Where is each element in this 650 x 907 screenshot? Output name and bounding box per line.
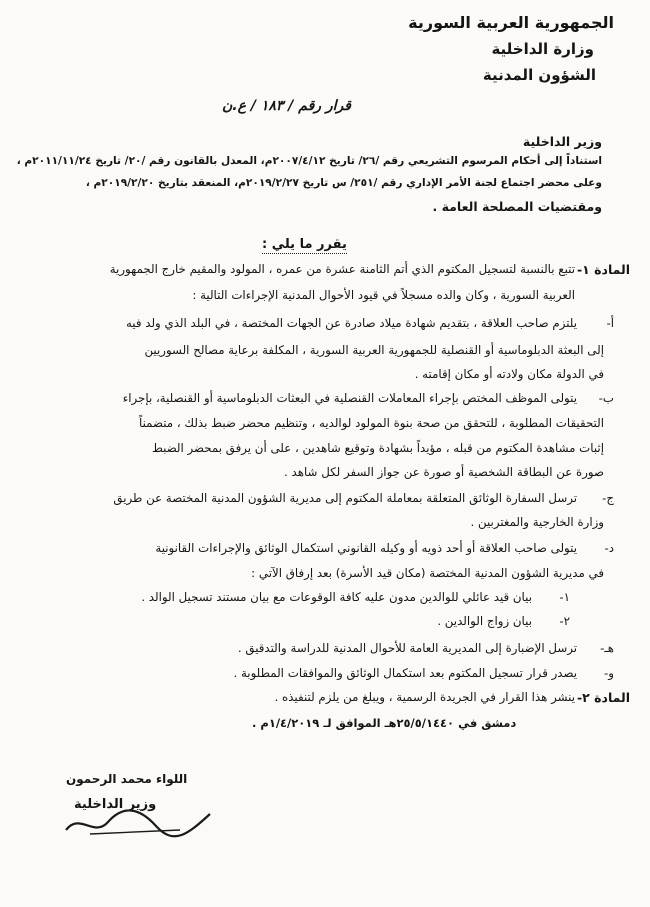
signature-name: اللواء محمد الرحمون <box>66 772 188 786</box>
item-d-sub-2: بيان زواج الوالدين . <box>437 614 532 628</box>
header-civil-affairs: الشؤون المدنية <box>482 66 596 84</box>
item-b-line-3: إثبات مشاهدة المكتوم من قبله ، مؤيداً بشهادة وتوقيع شاهدين ، على أن يرفق بمحضر الضبط <box>151 441 604 455</box>
decides-heading <box>262 237 347 252</box>
minister-heading: وزير الداخلية <box>522 134 602 149</box>
item-a-line-1: يلتزم صاحب العلاقة ، بتقديم شهادة ميلاد صادرة عن الجهات المختصة ، في البلد الذي ولد فيه <box>125 316 577 330</box>
item-h-label: هـ- <box>600 641 614 655</box>
item-c-line-2: وزارة الخارجية والمغتربين . <box>470 515 604 529</box>
item-c-label: ج- <box>602 491 614 505</box>
article-1-label: المادة ١- <box>576 262 630 277</box>
header-republic: الجمهورية العربية السورية <box>408 13 614 32</box>
item-b-line-4: صورة عن البطاقة الشخصية أو صورة عن جواز السفر لكل شاهد . <box>284 465 604 479</box>
article-1-line-2: العربية السورية ، وكان والده مسجلاً في قيود الأحوال المدنية الإجراءات التالية : <box>192 288 575 302</box>
item-b-line-1: يتولى الموظف المختص بإجراء المعاملات القنصلية في البعثات الدبلوماسية أو القنصلية، بإجراء <box>122 391 577 405</box>
item-b-line-2: التحقيقات المطلوبة ، للتحقق من صحة بنوة المولود لوالديه ، وتنظيم محضر ضبط بذلك ، متضمناً <box>138 416 604 430</box>
decision-title: قرار رقم / ١٨٣ / ع.ن <box>222 98 351 114</box>
decides-text: يقرر ما يلي : <box>262 237 347 252</box>
item-a-line-3: في الدولة مكان ولادته أو مكان إقامته . <box>414 367 604 381</box>
item-a-line-2: إلى البعثة الدبلوماسية أو القنصلية للجمهورية العربية السورية ، المكلفة برعاية مصالح السوريين <box>144 343 604 357</box>
signature-title: وزير الداخلية <box>74 797 157 812</box>
item-d-line-1: يتولى صاحب العلاقة أو أحد ذويه أو وكيله القانوني استكمال الوثائق والإجراءات القانونية <box>155 541 577 555</box>
item-d-sub-1-label: ١- <box>559 590 570 604</box>
header-ministry: وزارة الداخلية <box>491 40 594 58</box>
item-a-label: أ- <box>606 316 614 330</box>
item-w-text: يصدر قرار تسجيل المكتوم بعد استكمال الوثائق والموافقات المطلوبة . <box>233 666 577 680</box>
item-d-sub-1: بيان قيد عائلي للوالدين مدون عليه كافة الوقوعات مع بيان مستند تسجيل الوالد . <box>141 590 532 604</box>
item-d-line-2: في مديرية الشؤون المدنية المختصة (مكان قيد الأسرة) بعد إرفاق الآتي : <box>251 566 604 580</box>
item-b-label: ب- <box>598 391 614 405</box>
handwritten-signature <box>60 800 220 842</box>
preamble-line-3: ومقتضيات المصلحة العامة . <box>432 199 602 214</box>
article-2-label: المادة ٢- <box>576 690 630 705</box>
decree-date: دمشق في ٢٥/٥/١٤٤٠هـ الموافق لـ ١/٤/٢٠١٩م . <box>252 716 517 730</box>
item-d-sub-2-label: ٢- <box>559 614 570 628</box>
item-c-line-1: ترسل السفارة الوثائق المتعلقة بمعاملة المكتوم إلى مديرية الشؤون المدنية المختصة عن طريق <box>113 491 577 505</box>
item-d-label: د- <box>604 541 614 555</box>
item-h-text: ترسل الإضبارة إلى المديرية العامة للأحوال المدنية للدراسة والتدقيق . <box>237 641 577 655</box>
preamble-line-1: استناداً إلى أحكام المرسوم التشريعي رقم /٢٦/ تاريخ ٢٠٠٧/٤/١٢م، المعدل بالقانون رقم /٢٠/ تاريخ ٢٠١١/١١/٢٤م ، <box>16 155 602 167</box>
item-w-label: و- <box>604 666 614 680</box>
article-2-text: ينشر هذا القرار في الجريدة الرسمية ، ويبلغ من يلزم لتنفيذه . <box>274 690 575 704</box>
preamble-line-2: وعلى محضر اجتماع لجنة الأمر الإداري رقم /٢٥١/ س تاريخ ٢٠١٩/٢/٢٧م، المنعقد بتاريخ ٢٠١٩/٢/٢٠م ، <box>85 177 602 189</box>
article-1-line-1: تتبع بالنسبة لتسجيل المكتوم الذي أتم الثامنة عشرة من عمره ، المولود والمقيم خارج الجمهورية <box>109 262 575 276</box>
